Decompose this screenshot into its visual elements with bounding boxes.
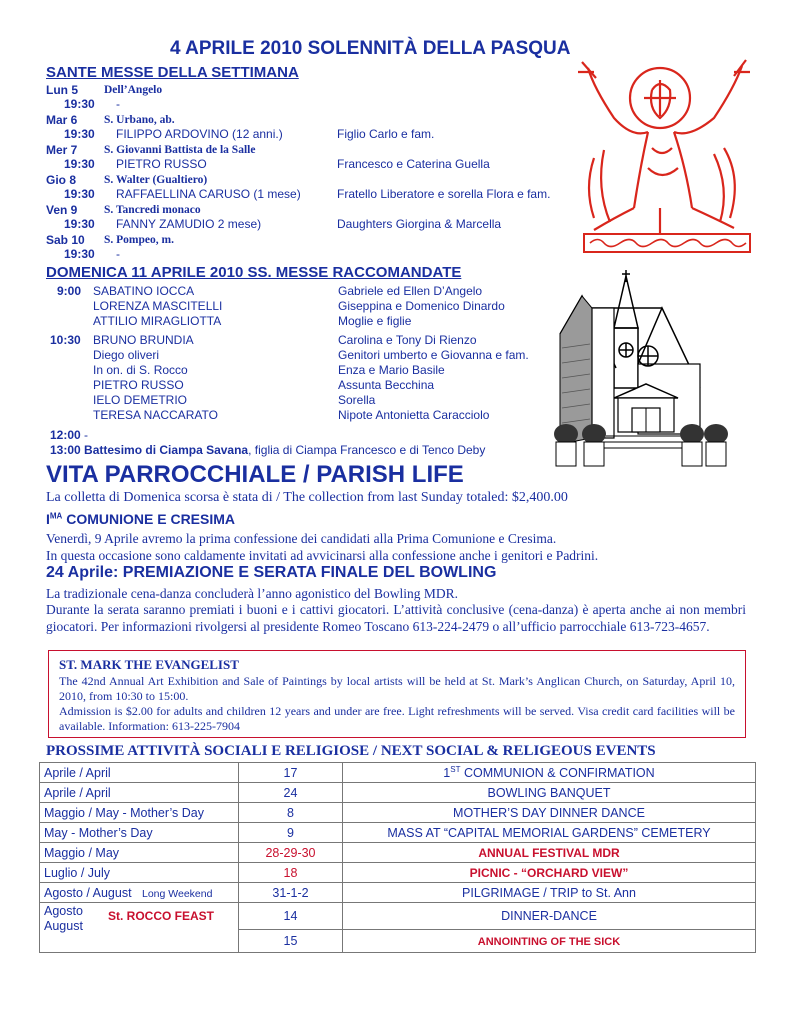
saint-label: S. Walter (Gualtiero) <box>104 174 208 186</box>
saint-label: S. Pompeo, m. <box>104 234 174 246</box>
mass-family: Moglie e figlie <box>338 314 412 328</box>
mass-family: Assunta Becchina <box>338 378 435 392</box>
event-name-text: COMMUNION & CONFIRMATION <box>460 766 655 781</box>
mass-name: RAFFAELLINA CARUSO (1 mese) <box>116 187 301 201</box>
mass-time: 19:30 <box>64 127 95 141</box>
saint-label: Dell’Angelo <box>104 84 163 96</box>
mass-row <box>64 157 490 171</box>
communion-heading <box>46 511 235 527</box>
week-day <box>46 143 256 157</box>
event-date: 31-1-2 <box>239 883 343 903</box>
mass-name: BRUNO BRUNDIA <box>93 333 194 347</box>
mass-name: FILIPPO ARDOVINO (12 anni.) <box>116 127 283 141</box>
mass-family: Fratello Liberatore e sorella Flora e fam. <box>337 187 551 201</box>
mass-family: Genitori umberto e Giovanna e fam. <box>338 348 529 362</box>
mass-row <box>57 284 483 298</box>
day-label: Mar 6 <box>46 113 78 127</box>
mass-row <box>50 333 477 347</box>
mass-name: IELO DEMETRIO <box>93 393 188 407</box>
mass-row <box>93 363 445 377</box>
event-name: ANNOINTING OF THE SICK <box>477 936 621 948</box>
mass-name: PIETRO RUSSO <box>93 378 184 392</box>
communion-heading-text: COMUNIONE E CRESIMA <box>62 511 236 527</box>
mass-name: ATTILIO MIRAGLIOTTA <box>93 314 222 328</box>
event-when <box>40 883 239 903</box>
event-name: PICNIC - “ORCHARD VIEW” <box>469 865 629 880</box>
event-when: Maggio / May - Mother’s Day <box>40 803 239 823</box>
mass-name: TERESA NACCARATO <box>93 408 218 422</box>
table-row <box>40 883 756 903</box>
day-label: Mer 7 <box>46 143 78 157</box>
mass-row <box>64 187 551 201</box>
mass-family: Figlio Carlo e fam. <box>337 127 435 141</box>
week-day <box>46 233 174 247</box>
event-name-sup: ST <box>450 764 461 774</box>
mass-row <box>64 247 120 261</box>
mass-time: 19:30 <box>64 187 95 201</box>
mass-time: 10:30 <box>50 333 81 347</box>
event-when: May - Mother’s Day <box>40 823 239 843</box>
mass-time: 19:30 <box>64 217 95 231</box>
baptism-name: Battesimo di Ciampa Savana <box>84 443 249 457</box>
day-label: Gio 8 <box>46 173 77 187</box>
mass-family: Gabriele ed Ellen D’Angelo <box>338 284 483 298</box>
st-mark-text-1: The 42nd Annual Art Exhibition and Sale of Paintings by local artists will be held at St. Mark’s Anglican Church, on Saturday, April 10, 2010, from 10:30 to 15:00. <box>59 674 735 703</box>
event-when-line1: Agosto <box>44 904 83 918</box>
day-label: Sab 10 <box>46 233 85 247</box>
week-heading: SANTE MESSE DELLA SETTIMANA <box>46 64 299 81</box>
event-when: Maggio / May <box>40 843 239 863</box>
mass-row <box>93 393 376 407</box>
event-name: PILGRIMAGE / TRIP to St. Ann <box>343 883 756 903</box>
mass-name: - <box>116 247 120 261</box>
mass-row <box>64 127 435 141</box>
mass-family: Nipote Antonietta Caracciolo <box>338 408 490 422</box>
church-icon <box>552 268 742 474</box>
bowling-text-2: Durante la serata saranno premiati i buoni e i cattivi giocatori. L’attività conclusive (cena-danza) è aperta anche ai non membri giocatori. Per informazioni rivolgersi al presidente Romeo Toscano 613-224-2479 o all’ufficio parrocchiale 613-723-4657. <box>46 602 746 634</box>
bowling-heading: 24 Aprile: PREMIAZIONE E SERATA FINALE DEL BOWLING <box>46 564 497 581</box>
event-when-line2: August <box>44 919 83 933</box>
communion-heading-i: I <box>46 511 50 527</box>
events-heading: PROSSIME ATTIVITÀ SOCIALI E RELIGIOSE / NEXT SOCIAL & RELIGEOUS EVENTS <box>46 743 656 759</box>
saint-label: S. Giovanni Battista de la Salle <box>104 144 256 156</box>
mass-time: 19:30 <box>64 157 95 171</box>
day-label: Lun 5 <box>46 83 78 97</box>
event-name: DINNER-DANCE <box>343 903 756 930</box>
table-row <box>40 763 756 783</box>
mass-row <box>93 348 529 362</box>
mass-row <box>93 378 435 392</box>
table-row <box>40 863 756 883</box>
mass-time: 13:00 <box>50 443 81 457</box>
day-label: Ven 9 <box>46 203 78 217</box>
mass-family: Carolina e Tony Di Rienzo <box>338 333 477 347</box>
mass-family: Sorella <box>338 393 376 407</box>
st-mark-heading: ST. MARK THE EVANGELIST <box>59 657 239 672</box>
event-date: 24 <box>239 783 343 803</box>
week-day <box>46 173 208 187</box>
events-table <box>39 762 756 953</box>
table-row <box>40 783 756 803</box>
saint-label: S. Tancredi monaco <box>104 204 201 216</box>
parish-title: VITA PARROCCHIALE / PARISH LIFE <box>46 461 464 488</box>
mass-name: - <box>116 97 120 111</box>
mass-time: 9:00 <box>57 284 82 298</box>
mass-row <box>64 217 502 231</box>
event-date: 15 <box>239 930 343 953</box>
event-name: MASS AT “CAPITAL MEMORIAL GARDENS” CEMETERY <box>343 823 756 843</box>
communion-text-1: Venerdì, 9 Aprile avremo la prima confessione dei candidati alla Prima Comunione e Cresima. <box>46 531 557 546</box>
mass-row <box>50 428 88 442</box>
risen-christ-icon <box>574 58 758 254</box>
mass-time: 19:30 <box>64 247 95 261</box>
st-mark-text-2: Admission is $2.00 for adults and children 12 years and under are free. Light refreshments will be served. Visa credit card facilities will be available. Information: 613-225-7904 <box>59 704 735 733</box>
mass-name: PIETRO RUSSO <box>116 157 207 171</box>
event-date: 17 <box>239 763 343 783</box>
mass-name: Diego oliveri <box>93 348 160 362</box>
baptism-row <box>50 443 485 457</box>
table-row <box>40 903 756 930</box>
event-date: 8 <box>239 803 343 823</box>
mass-family: Francesco e Caterina Guella <box>337 157 490 171</box>
page-title: 4 APRILE 2010 SOLENNITÀ DELLA PASQUA <box>170 38 571 59</box>
week-day <box>46 113 175 127</box>
event-feast: St. ROCCO FEAST <box>108 909 215 923</box>
event-name: BOWLING BANQUET <box>343 783 756 803</box>
bowling-text-1: La tradizionale cena-danza concluderà l’anno agonistico del Bowling MDR. <box>46 586 458 601</box>
event-when: Luglio / July <box>40 863 239 883</box>
mass-family: Enza e Mario Basile <box>338 363 445 377</box>
baptism-parents: , figlia di Ciampa Francesco e di Tenco Deby <box>248 443 486 457</box>
event-when-small: Long Weekend <box>141 887 213 900</box>
week-day <box>46 83 163 97</box>
mass-name: FANNY ZAMUDIO 2 mese) <box>116 217 262 231</box>
mass-time: 19:30 <box>64 97 95 111</box>
table-row <box>40 843 756 863</box>
communion-heading-sup: MA <box>49 511 63 521</box>
mass-row <box>64 97 120 111</box>
table-row <box>40 803 756 823</box>
mass-row <box>93 299 505 313</box>
mass-family: Daughters Giorgina & Marcella <box>337 217 502 231</box>
mass-name: - <box>84 428 89 442</box>
event-date: 14 <box>239 903 343 930</box>
mass-name: LORENZA MASCITELLI <box>93 299 223 313</box>
mass-family: Giseppina e Domenico Dinardo <box>338 299 505 313</box>
event-date: 9 <box>239 823 343 843</box>
mass-row <box>93 408 490 422</box>
mass-name: In on. di S. Rocco <box>93 363 188 377</box>
communion-text-2: In questa occasione sono caldamente invitati ad avvicinarsi alla confessione anche i genitori e Padrini. <box>46 548 599 563</box>
event-name-pre: 1 <box>443 766 451 781</box>
event-name: ANNUAL FESTIVAL MDR <box>478 845 620 860</box>
week-day <box>46 203 201 217</box>
event-name: MOTHER’S DAY DINNER DANCE <box>343 803 756 823</box>
event-when: Aprile / April <box>40 783 239 803</box>
event-when-text: Agosto / August <box>44 885 132 900</box>
event-name <box>343 763 756 783</box>
st-mark-box <box>48 650 746 738</box>
event-date: 18 <box>239 863 343 883</box>
sunday-heading: DOMENICA 11 APRILE 2010 SS. MESSE RACCOMANDATE <box>46 264 462 281</box>
event-when <box>40 903 239 953</box>
mass-row <box>93 314 412 328</box>
mass-name: SABATINO IOCCA <box>93 284 195 298</box>
event-date: 28-29-30 <box>239 843 343 863</box>
event-when: Aprile / April <box>40 763 239 783</box>
mass-time: 12:00 <box>50 428 81 442</box>
saint-label: S. Urbano, ab. <box>104 114 175 126</box>
table-row <box>40 823 756 843</box>
collection-text: La colletta di Domenica scorsa è stata di / The collection from last Sunday totaled: $2,400.00 <box>46 490 568 505</box>
